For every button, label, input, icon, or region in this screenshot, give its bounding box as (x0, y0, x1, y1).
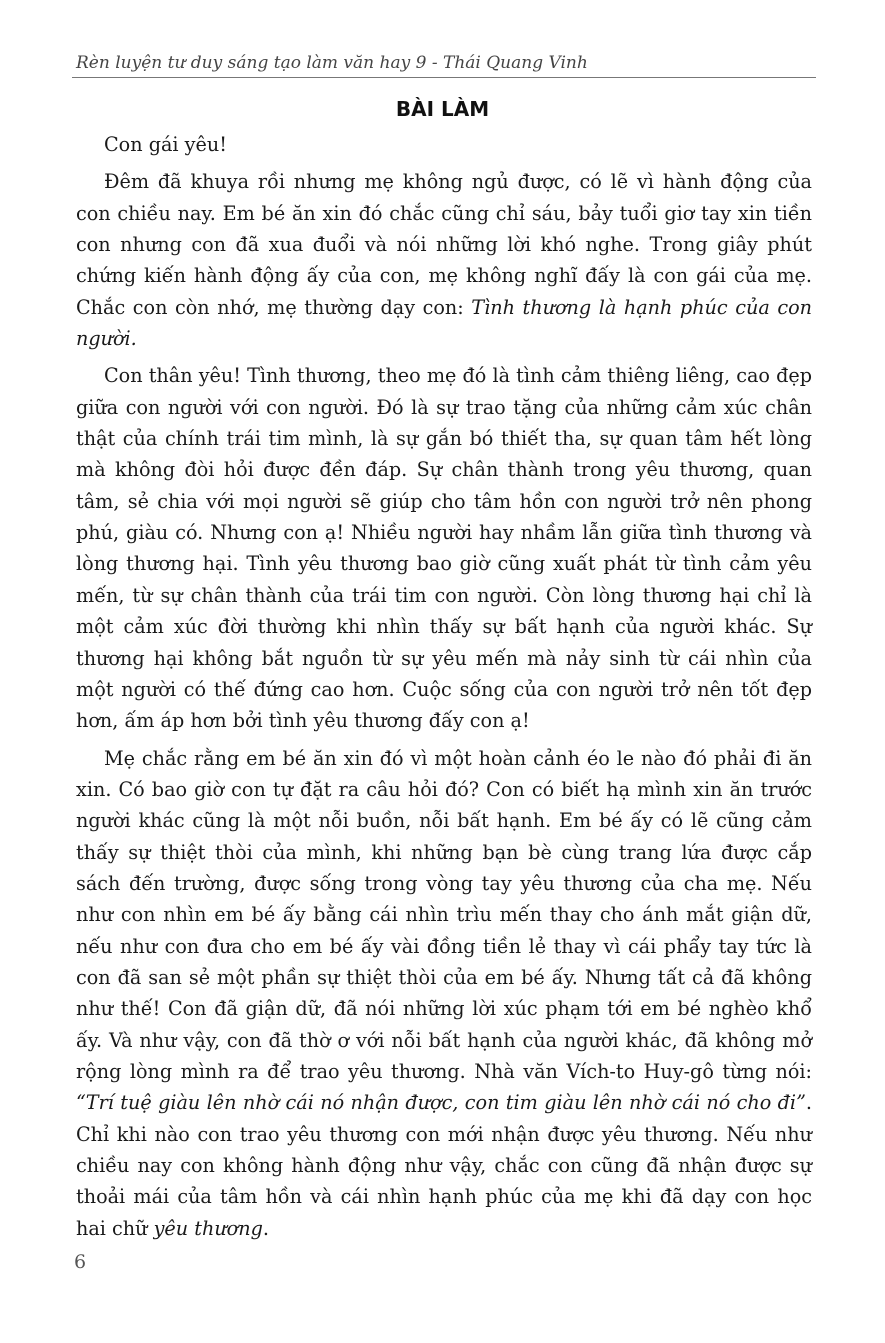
paragraph-3-end: . (262, 1216, 269, 1240)
paragraph-3-emphasis: yêu thương (153, 1216, 263, 1240)
paragraph-1-text: Đêm đã khuya rồi nhưng mẹ không ngủ được, có lẽ vì hành động của con chiều nay. Em bé ăn xin đó chắc cũng chỉ sáu, bảy tuổi giơ tay xin tiền con nhưng con đã xua đuổi và nói những lời khó nghe. Trong giây phút chứng kiến hành động ấy của con, mẹ không nghĩ đấy là con gái của mẹ. Chắc con còn nhớ, mẹ thường dạy con: (76, 170, 812, 319)
hugo-quote: “Trí tuệ giàu lên nhờ cái nó nhận được, con tim giàu lên nhờ cái nó cho đi” (76, 1091, 806, 1115)
header-rule (72, 77, 816, 78)
page-number: 6 (74, 1251, 87, 1273)
paragraph-3-text-b: . Chỉ khi nào con trao yêu thương con mới nhận được yêu thương. Nếu như chiều nay con không hành động như vậy, chắc con cũng đã nhận được sự thoải mái của tâm hồn và cái nhìn hạnh phúc của mẹ khi đã dạy con học hai chữ (76, 1091, 812, 1240)
paragraph-2: Con thân yêu! Tình thương, theo mẹ đó là tình cảm thiêng liêng, cao đẹp giữa con người với con người. Đó là sự trao tặng của những cảm xúc chân thật của chính trái tim mình, là sự gắn bó thiết tha, sự quan tâm hết lòng mà không đòi hỏi được đền đáp. Sự chân thành trong yêu thương, quan tâm, sẻ chia với mọi người sẽ giúp cho tâm hồn con người trở nên phong phú, giàu có. Nhưng con ạ! Nhiều người hay nhầm lẫn giữa tình thương và lòng thương hại. Tình yêu thương bao giờ cũng xuất phát từ tình cảm yêu mến, từ sự chân thành của trái tim con người. Còn lòng thương hại chỉ là một cảm xúc đời thường khi nhìn thấy sự bất hạnh của người khác. Sự thương hại không bắt nguồn từ sự yêu mến mà nảy sinh từ cái nhìn của một người có thế đứng cao hơn. Cuộc sống của con người trở nên tốt đẹp hơn, ấm áp hơn bởi tình yêu thương đấy con ạ! (76, 364, 812, 733)
letter-body (76, 129, 812, 1244)
salutation: Con gái yêu! (104, 133, 227, 156)
paragraph-1-quote: Tình thương là hạnh phúc của con người. (76, 295, 812, 351)
paragraph-3-text-a: Mẹ chắc rằng em bé ăn xin đó vì một hoàn cảnh éo le nào đó phải đi ăn xin. Có bao giờ con tự đặt ra câu hỏi đó? Con có biết hạ mình xin ăn trước người khác cũng là một nỗi buồn, nỗi bất hạnh. Em bé ấy có lẽ cũng cảm thấy sự thiệt thòi của mình, khi những bạn bè cùng trang lứa được cắp sách đến trường, được sống trong vòng tay yêu thương của cha mẹ. Nếu như con nhìn em bé ấy bằng cái nhìn trìu mến thay cho ánh mắt giận dữ, nếu như con đưa cho em bé ấy vài đồng tiền lẻ thay vì cái phẩy tay tức là con đã san sẻ một phần sự thiệt thòi của em bé ấy. Nhưng tất cả đã không như thế! Con đã giận dữ, đã nói những lời xúc phạm tới em bé nghèo khổ ấy. Và như vậy, con đã thờ ơ với nỗi bất hạnh của người khác, đã không mở rộng lòng mình ra để trao yêu thương. Nhà văn Vích-to Huy-gô từng nói: (76, 746, 812, 1083)
paragraph-1 (76, 166, 812, 354)
section-heading: BÀI LÀM (395, 97, 490, 121)
running-header: Rèn luyện tư duy sáng tạo làm văn hay 9 - Thái Quang Vinh (76, 53, 588, 73)
paragraph-3 (76, 743, 812, 1245)
